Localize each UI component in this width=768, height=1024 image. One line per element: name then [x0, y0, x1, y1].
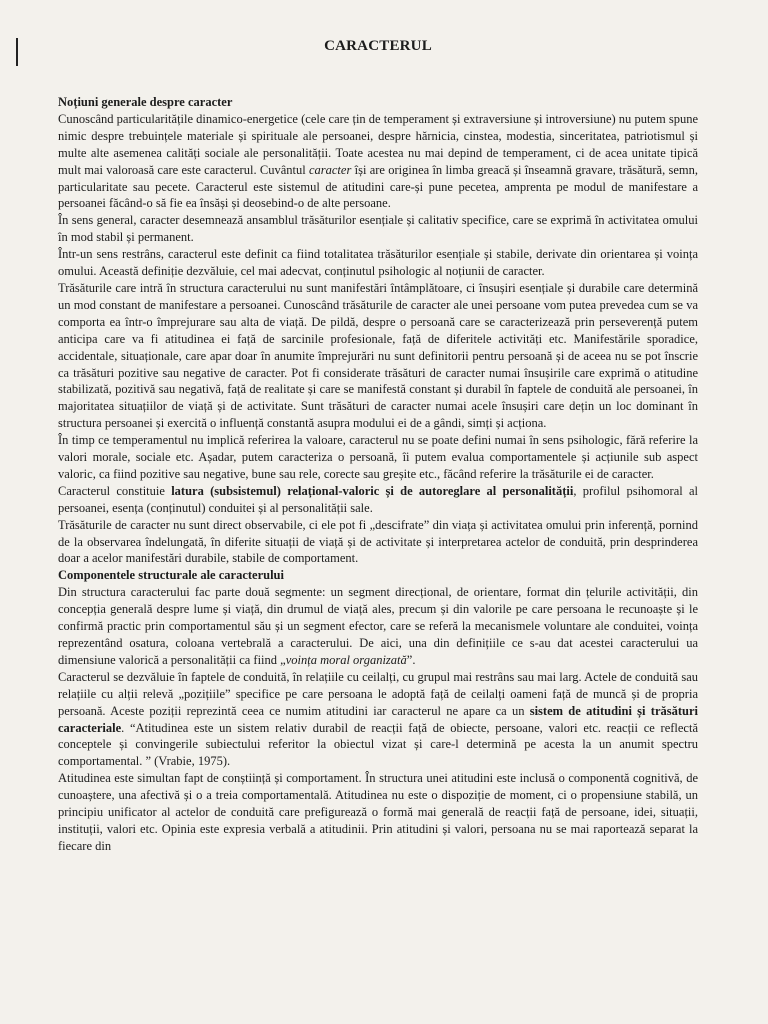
text-run: Trăsăturile de caracter nu sunt direct observabile, ci ele pot fi „descifrate” din viața și activitatea omului prin inferență, pornind de la observarea îndelungată, în diferite situații de viață și de activitate și interpretarea actelor de conduită, prin desprinderea doar a acelor manifestări durabile, stabile de comportament.	[58, 517, 698, 566]
margin-line	[16, 38, 18, 66]
text-run: , profilul psihomoral al persoanei, esența (conținutul) conduitei și al personalității sale.	[58, 483, 698, 515]
section-heading: Noțiuni generale despre caracter	[58, 95, 233, 109]
paragraph	[58, 432, 698, 483]
text-run: Caracterul constituie	[58, 483, 172, 498]
text-run: În sens general, caracter desemnează ansamblul trăsăturilor esențiale și calitativ specifice, care se exprimă în activitatea omului în mod stabil și permanent.	[58, 213, 698, 245]
text-run: Caracterul se dezvăluie în faptele de conduită, în relațiile cu ceilalți, cu grupul mai restrâns sau mai larg. Actele de conduită sau relațiile cu alții relevă „pozițiile” specifice pe care persoana le adoptă față de ceilalți oameni față de muncă și de propria persoană. Aceste poziții reprezintă ceea ce numim atitudini iar caracterul ne apare ca un	[58, 669, 698, 718]
page-title: CARACTERUL	[324, 38, 432, 54]
paragraph	[58, 212, 698, 246]
text-run: Într-un sens restrâns, caracterul este definit ca fiind totalitatea trăsăturilor esențiale și stabile, derivate din orientarea și voința omului. Această definiție dezvăluie, cel mai adecvat, conținutul psihologic al noțiunii de caracter.	[58, 247, 698, 279]
paragraph	[58, 246, 698, 280]
document-body	[58, 94, 698, 855]
text-run: ”.	[406, 652, 416, 667]
document-page	[58, 38, 698, 855]
paragraph	[58, 669, 698, 770]
paragraph	[58, 483, 698, 517]
text-run: În timp ce temperamentul nu implică referirea la valoare, caracterul nu se poate defini numai în sens psihologic, fără referire la valori morale, sociale etc. Așadar, putem caracteriza o persoană, îi putem evalua comportamentele și acțiunile sub aspect valoric, ca fiind pozitive sau negative, bune sau rele, corecte sau greșite etc., făcând referire la trăsăturile ei de caracter.	[58, 433, 698, 481]
text-run: își are originea în limba greacă și înseamnă gravare, trăsătură, semn, particularitate sau pecete. Caracterul este sistemul de atitudini care-și pune pecetea, amprenta pe modul de manifestare a persoanei făcând-o să fie ea însăși și deosebind-o de alte persoane.	[58, 162, 699, 211]
text-run: Din structura caracterului fac parte două segmente: un segment direcțional, de orientare, format din țelurile activității, din concepția generală despre lume și viață, din drumul de viață ales, precum și din valorile pe care persoana le recunoaște și le confirmă practic prin comportamentul său și un segment efector, care se referă la mecanismele voluntare ale conduitei, voința reprezentând osatura, coloana vertebrală a caracterului. De aici, una din definițiile ce s-au dat acestei caracterului ua dimensiune valorică a personalității ca fiind „	[58, 585, 698, 667]
paragraph	[58, 517, 698, 568]
section-heading: Componentele structurale ale caracterului	[58, 568, 284, 583]
text-run: Atitudinea este simultan fapt de conștiință și comportament. În structura unei atitudini este inclusă o componentă cognitivă, de cunoaștere, una afectivă și o a treia comportamentală. Atitudinea nu este o dispoziție de moment, ci o propensiune stabilă, un principiu unificator al actelor de conduită care prefigurează o formă mai generală de reacții față de persoane, idei, situații, instituții, valori etc. Opinia este expresia verbală a atitudinii. Prin atitudini și valori, persoana nu se mai raportează separat la fiecare din	[58, 771, 698, 853]
bold-text: latura (subsistemul) relațional-valoric și de autoreglare al personalității	[171, 483, 574, 498]
italic-text: voința moral organizată	[285, 652, 407, 667]
text-run: Cunoscând particularitățile dinamico-energetice (cele care țin de temperament și extraversiune și introversiune) nu putem spune nimic despre trebuințele materiale și spirituale ale persoanei, despre hărnicia, cinstea, modestia, sinceritatea, patriotismul și multe alte asemenea calități sociale ale personalității. Toate acestea nu mai depind de temperament, ci de acea unitate tipică mult mai valoroasă care este caracterul. Cuvântul	[58, 111, 698, 177]
bold-text: sistem de atitudini și trăsături caracteriale	[58, 703, 698, 735]
italic-text: caracter	[308, 162, 352, 177]
text-run: Trăsăturile care intră în structura caracterului nu sunt manifestări întâmplătoare, ci însușiri esențiale și durabile care determină un mod constant de manifestare a persoanei. Cunoscând trăsăturile de caracter ale unei persoane vom putea prevedea cum se va comporta ea într-o împrejurare sau alta de viață. De pildă, despre o persoană care se caracterizează prin perseverență putem anticipa care va fi atitudinea ei față de sarcinile profesionale, față de diferitele activități etc. Manifestările sporadice, accidentale, situaționale, care apar doar în anumite împrejurări nu sunt definitorii pentru persoană și de aceea nu se pot înscrie ca trăsături pozitive sau negative de caracter. Pot fi considerate trăsături de caracter numai însușirile care exprimă o atitudine stabilizată, pozitivă sau negativă, față de realitate și care se manifestă constant și durabil în faptele de conduită ale persoanei, în majoritatea situațiilor de viață și de activitate. Sunt trăsături de caracter numai acele însușiri care dețin un loc dominant în structura persoanei și exercită o influență constantă asupra modului ei de a gândi, simți și acționa.	[58, 280, 698, 431]
paragraph	[58, 111, 698, 212]
paragraph	[58, 280, 698, 432]
paragraph	[58, 584, 698, 669]
text-run: . “Atitudinea este un sistem relativ durabil de reacții față de obiecte, persoane, valori etc. reacții ce reflectă conceptele și convingerile subiectului referitor la obiectul vizat și care-l determină pe acesta la un anumit spectru comportamental. ” (Vrabie, 1975).	[58, 720, 698, 769]
paragraph	[58, 770, 698, 855]
